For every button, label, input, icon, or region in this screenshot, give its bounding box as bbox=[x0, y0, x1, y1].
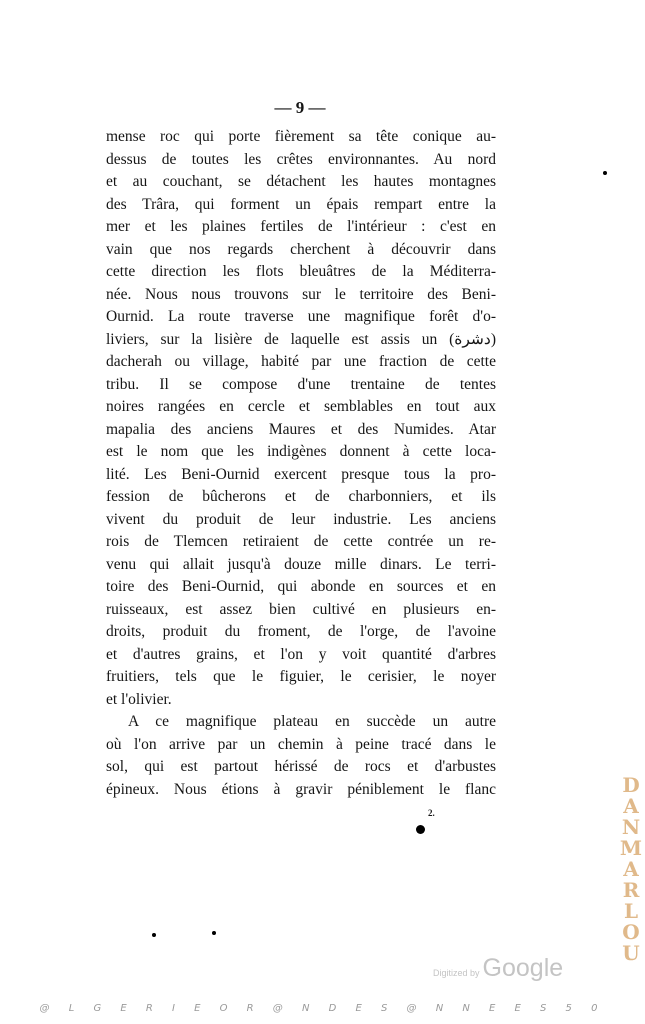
text-line: sol, qui est partout hérissé de rocs et d'arbustes bbox=[106, 758, 496, 775]
text-line: et l'olivier. bbox=[106, 690, 172, 708]
text-line: mer et les plaines fertiles de l'intérieur : c'est en bbox=[106, 218, 496, 235]
text-line: venu qui allait jusqu'à douze mille dinars. Le terri- bbox=[106, 555, 496, 573]
text-line: et d'autres grains, et l'on y voit quantité d'arbres bbox=[106, 645, 496, 663]
text-line: liviers, sur la lisière de laquelle est assis un (دشرة) bbox=[106, 330, 496, 348]
text-line: rois de Tlemcen retiraient de cette contrée un re- bbox=[106, 533, 496, 550]
watermark-letter: L bbox=[623, 899, 639, 923]
ink-speck bbox=[152, 933, 156, 937]
ink-blot bbox=[416, 825, 425, 834]
text-line: droits, produit du froment, de l'orge, de l'avoine bbox=[106, 623, 496, 640]
text-line: mapalia des anciens Maures et des Numides. Atar bbox=[106, 420, 496, 438]
signature-mark: 2. bbox=[428, 808, 435, 818]
watermark-letter: A bbox=[623, 857, 639, 881]
text-line: tribu. Il se compose d'une trentaine de tentes bbox=[106, 375, 496, 393]
text-line: vain que nos regards cherchent à découvrir dans bbox=[106, 240, 496, 258]
vertical-watermark bbox=[617, 775, 645, 964]
footer-watermark: @ L G E R I E O R @ N D E S @ N N E E S 5 0 bbox=[39, 1003, 606, 1014]
ink-speck bbox=[212, 931, 216, 935]
text-line: épineux. Nous étions à gravir péniblement le flanc bbox=[106, 780, 496, 798]
text-line: où l'on arrive par un chemin à peine tracé dans le bbox=[106, 735, 496, 753]
page-number: — 9 — bbox=[274, 98, 326, 117]
text-line: Ournid. La route traverse une magnifique forêt d'o- bbox=[106, 308, 496, 325]
digitized-label: Digitized by bbox=[433, 968, 480, 978]
watermark-letter: O bbox=[622, 920, 640, 944]
text-line: des Trâra, qui forment un épais rempart entre la bbox=[106, 195, 496, 213]
text-line: dacherah ou village, habité par une fraction de cette bbox=[106, 353, 496, 370]
text-line: fruitiers, tels que le figuier, le cerisier, le noyer bbox=[106, 668, 496, 685]
body-text bbox=[106, 126, 496, 801]
watermark-letter: R bbox=[622, 878, 640, 902]
text-line: dessus de toutes les crêtes environnantes. Au nord bbox=[106, 150, 496, 168]
watermark-letter: A bbox=[623, 794, 639, 818]
google-digitized-watermark bbox=[433, 954, 563, 983]
watermark-letter: D bbox=[622, 773, 640, 797]
watermark-letter: U bbox=[622, 941, 640, 965]
text-line: est le nom que les indigènes donnent à cette loca- bbox=[106, 443, 496, 460]
watermark-letter: N bbox=[621, 815, 641, 839]
text-line: cette direction les flots bleuâtres de la Méditerra- bbox=[106, 263, 496, 280]
text-line: vivent du produit de leur industrie. Les anciens bbox=[106, 510, 496, 528]
text-line: mense roc qui porte fièrement sa tête conique au- bbox=[106, 128, 496, 145]
text-line: et au couchant, se détachent les hautes montagnes bbox=[106, 173, 496, 190]
text-line: noires rangées en cercle et semblables en tout aux bbox=[106, 398, 496, 415]
text-line: ruisseaux, est assez bien cultivé en plusieurs en- bbox=[106, 600, 496, 618]
ink-speck bbox=[603, 171, 607, 175]
text-line: A ce magnifique plateau en succède un autre bbox=[128, 713, 496, 730]
text-line: fession de bûcherons et de charbonniers, et ils bbox=[106, 488, 496, 505]
text-line: née. Nous nous trouvons sur le territoire des Beni- bbox=[106, 285, 496, 303]
text-line: toire des Beni-Ournid, qui abonde en sources et en bbox=[106, 578, 496, 595]
google-logo: Google bbox=[482, 954, 564, 982]
text-line: lité. Les Beni-Ournid exercent presque tous la pro- bbox=[106, 465, 496, 483]
watermark-letter: M bbox=[619, 836, 643, 860]
